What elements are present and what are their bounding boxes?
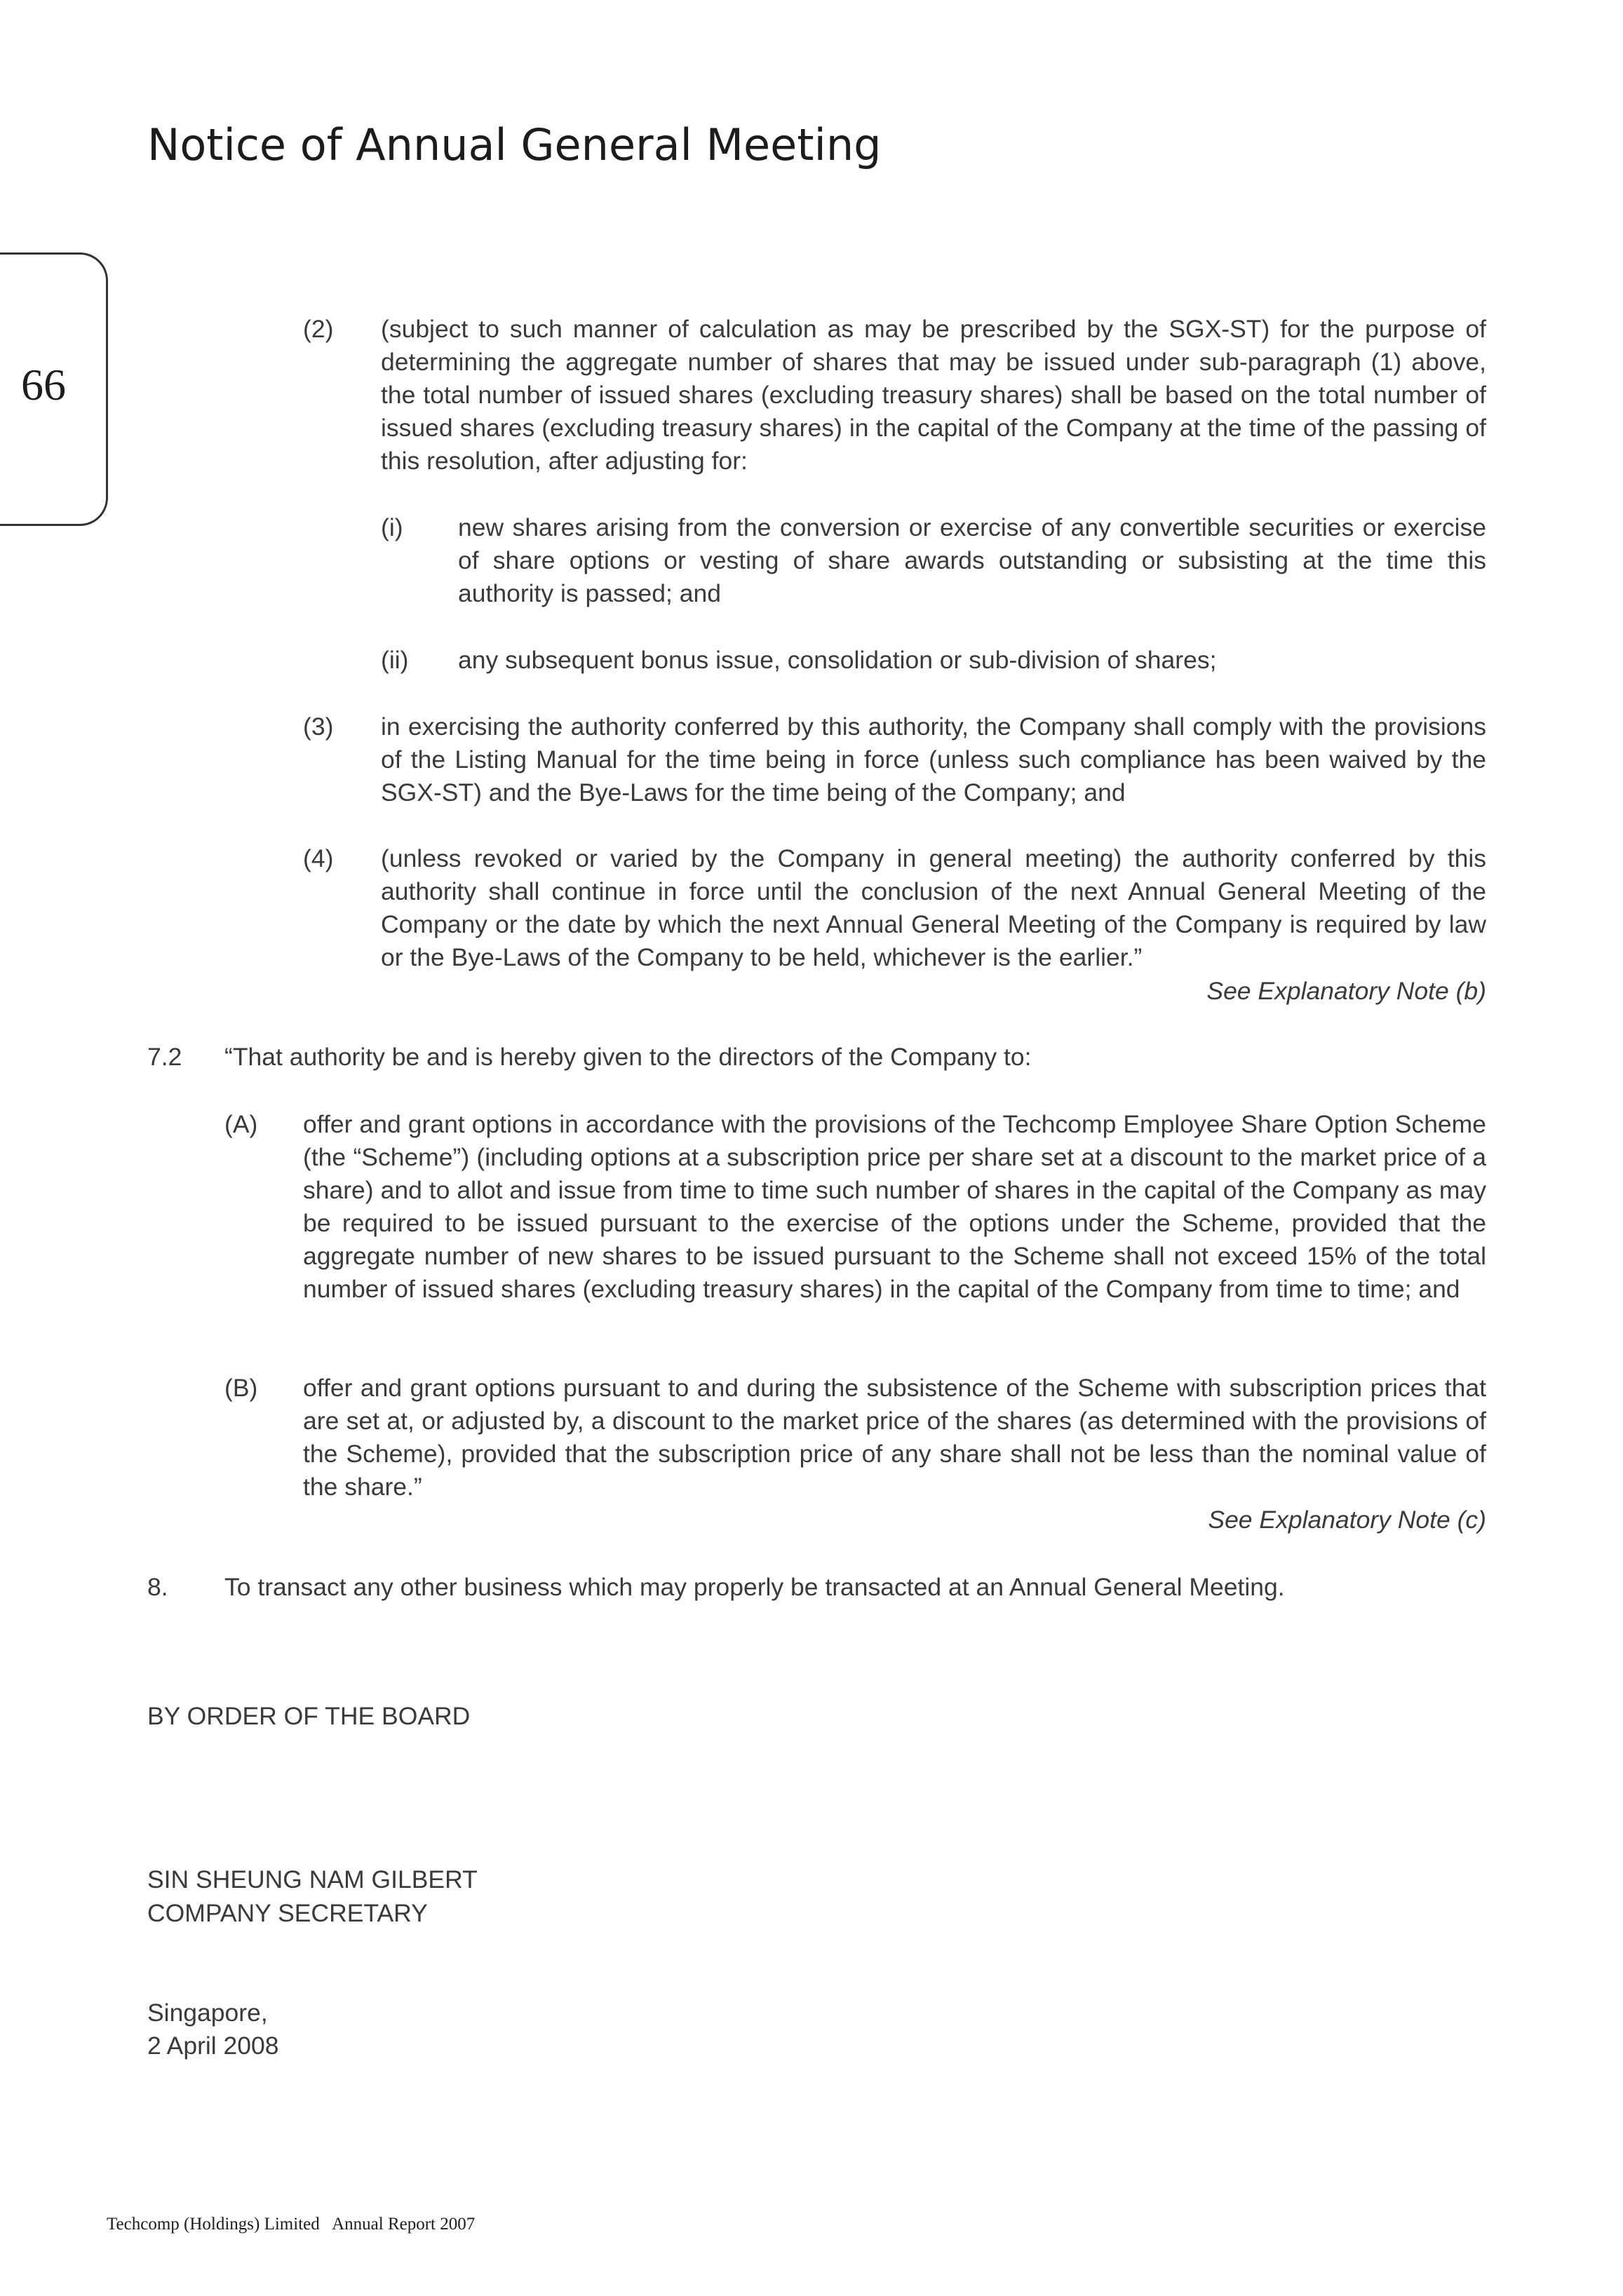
signatory-name: SIN SHEUNG NAM GILBERT — [147, 1865, 478, 1893]
resolution-number: 7.2 — [147, 1043, 182, 1071]
date: 2 April 2008 — [147, 2032, 279, 2060]
item-text: offer and grant options pursuant to and during the subsistence of the Scheme with subscription prices that are set at, or adjusted by, a discount to the market price of the shares (as determined with the provisions of the Scheme), provided that the subscription price of any share shall not be less than the nominal value of the share.” — [303, 1374, 1486, 1501]
item-label: (4) — [303, 844, 334, 872]
item-label: (A) — [224, 1110, 258, 1138]
subitem-text: any subsequent bonus issue, consolidation or sub-division of shares; — [458, 646, 1217, 674]
page-title: Notice of Annual General Meeting — [147, 119, 882, 170]
subitem-label: (ii) — [381, 646, 409, 674]
explanatory-note-c: See Explanatory Note (c) — [1208, 1506, 1486, 1534]
by-order-line: BY ORDER OF THE BOARD — [147, 1702, 471, 1730]
resolution-intro: “That authority be and is hereby given to the directors of the Company to: — [224, 1043, 1032, 1071]
page-footer: Techcomp (Holdings) Limited Annual Report 2007 — [107, 2215, 476, 2234]
item-text: (subject to such manner of calculation as may be prescribed by the SGX-ST) for the purpose of determining the aggregate number of shares that may be issued under sub-paragraph (1) above, the total number of issued shares (excluding treasury shares) shall be based on the total number of issued shares (excluding treasury shares) in the capital of the Company at the time of the passing of this resolution, after adjusting for: — [381, 315, 1486, 475]
subitem-text: new shares arising from the conversion or exercise of any convertible securities or exercise of share options or vesting of share awards outstanding or subsisting at the time this authority is passed; and — [458, 513, 1486, 607]
subitem-label: (i) — [381, 513, 403, 541]
item-label: (3) — [303, 713, 334, 741]
item-text: To transact any other business which may properly be transacted at an Annual General Meeting. — [224, 1573, 1285, 1601]
item-label: (B) — [224, 1374, 258, 1402]
explanatory-note-b: See Explanatory Note (b) — [1206, 977, 1486, 1005]
page-number: 66 — [21, 360, 66, 410]
item-text: (unless revoked or varied by the Company in general meeting) the authority conferred by this authority shall continue in force until the conclusion of the next Annual General Meeting of the Company or the date by which the next Annual General Meeting of the Company is required by law or the Bye-Laws of the Company to be held, whichever is the earlier.” — [381, 844, 1486, 971]
signatory-role: COMPANY SECRETARY — [147, 1899, 428, 1927]
item-text: offer and grant options in accordance with the provisions of the Techcomp Employee Share Option Scheme (the “Scheme”) (including options at a subscription price per share set at a discount to the market price of a share) and to allot and issue from time to time such number of shares in the capital of the Company as may be required to be issued pursuant to the exercise of the options under the Scheme, provided that the aggregate number of new shares to be issued pursuant to the Scheme shall not exceed 15% of the total number of issued shares (excluding treasury shares) in the capital of the Company from time to time; and — [303, 1110, 1486, 1303]
item-label: (2) — [303, 315, 334, 343]
item-number: 8. — [147, 1573, 168, 1601]
place: Singapore, — [147, 1999, 268, 2027]
item-text: in exercising the authority conferred by this authority, the Company shall comply with the provisions of the Listing Manual for the time being in force (unless such compliance has been waived by the SGX-ST) and the Bye-Laws for the time being of the Company; and — [381, 713, 1486, 806]
